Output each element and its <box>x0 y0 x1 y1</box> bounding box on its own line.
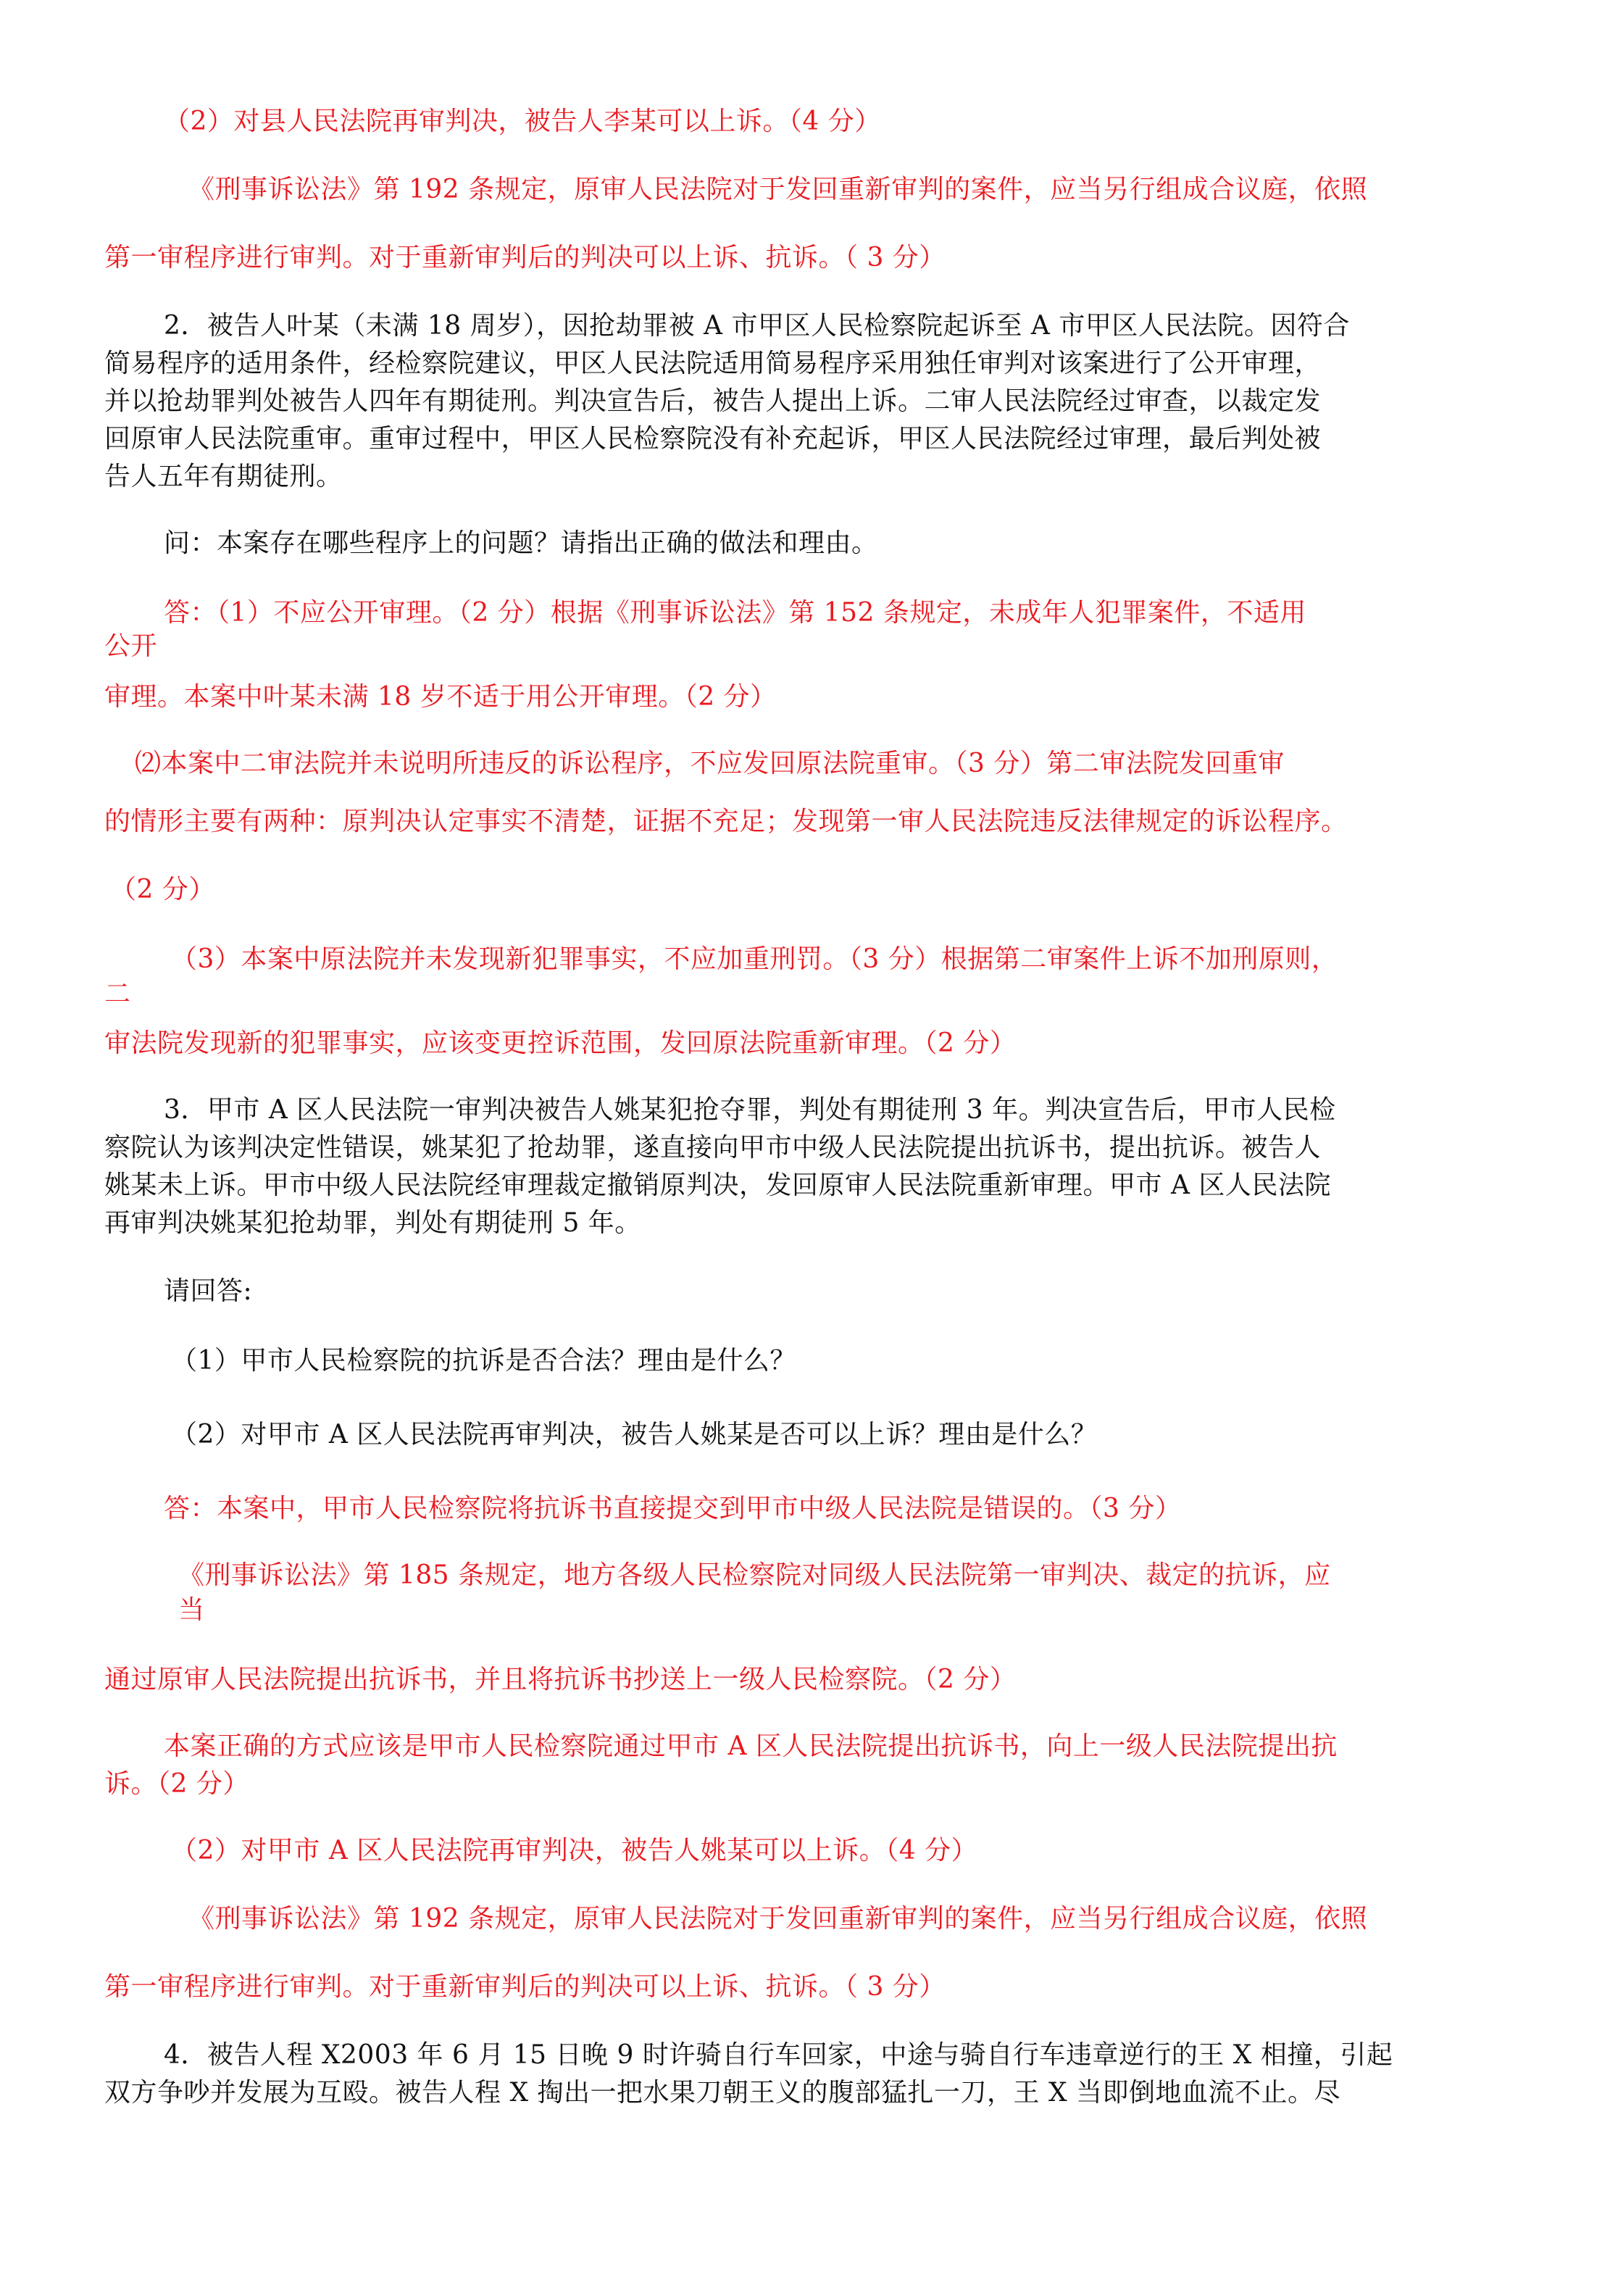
question-line: 再审判决姚某犯抢劫罪，判处有期徒刑 5 年。 <box>104 1208 641 1238</box>
answer-line: 审理。本案中叶某未满 18 岁不适于用公开审理。（2 分） <box>104 682 777 712</box>
answer-line: （2）对县人民法院再审判决，被告人李某可以上诉。（4 分） <box>164 107 881 136</box>
answer-line: （2 分） <box>110 875 215 904</box>
question-line: 双方争吵并发展为互殴。被告人程 X 掏出一把水果刀朝王义的腹部猛扎一刀，王 X 当即倒地血流不止。尽 <box>104 2078 1341 2108</box>
answer-line: 审法院发现新的犯罪事实，应该变更控诉范围，发回原法院重新审理。（2 分） <box>104 1028 1017 1058</box>
question-line: （2）对甲市 A 区人民法院再审判决，被告人姚某是否可以上诉？理由是什么？ <box>171 1420 1098 1449</box>
question-line: 并以抢劫罪判处被告人四年有期徒刑。判决宣告后，被告人提出上诉。二审人民法院经过审查，以裁定发 <box>104 386 1322 416</box>
answer-line: 二 <box>104 979 131 1009</box>
answer-line: 第一审程序进行审判。对于重新审判后的判决可以上诉、抗诉。（ 3 分） <box>104 243 946 273</box>
question-line: 请回答: <box>164 1276 253 1306</box>
answer-line: 本案正确的方式应该是甲市人民检察院通过甲市 A 区人民法院提出抗诉书，向上一级人民法院提出抗 <box>164 1731 1338 1761</box>
answer-line: 《刑事诉讼法》第 192 条规定，原审人民法院对于发回重新审判的案件，应当另行组成合议庭，依照 <box>188 1904 1368 1934</box>
question-line: （1）甲市人民检察院的抗诉是否合法？理由是什么？ <box>171 1346 796 1376</box>
answer-line: 诉。（2 分） <box>104 1769 249 1799</box>
answer-line: （3）本案中原法院并未发现新犯罪事实，不应加重刑罚。（3 分）根据第二审案件上诉不加刑原则， <box>171 944 1338 974</box>
question-line: 2．被告人叶某（未满 18 周岁），因抢劫罪被 A 市甲区人民检察院起诉至 A 市甲区人民法院。因符合 <box>164 311 1350 341</box>
answer-line: 答：（1）不应公开审理。（2 分）根据《刑事诉讼法》第 152 条规定，未成年人犯罪案件，不适用 <box>164 598 1306 628</box>
answer-line: 《刑事诉讼法》第 185 条规定，地方各级人民检察院对同级人民法院第一审判决、裁定的抗诉，应 <box>178 1560 1331 1590</box>
answer-line: ⑵本案中二审法院并未说明所违反的诉讼程序，不应发回原法院重审。（3 分）第二审法院发回重审 <box>135 749 1285 778</box>
question-line: 回原审人民法院重审。重审过程中，甲区人民检察院没有补充起诉，甲区人民法院经过审理，最后判处被 <box>104 424 1322 454</box>
answer-line: 《刑事诉讼法》第 192 条规定，原审人民法院对于发回重新审判的案件，应当另行组成合议庭，依照 <box>188 175 1368 204</box>
answer-line: 当 <box>178 1595 205 1625</box>
answer-line: 答：本案中，甲市人民检察院将抗诉书直接提交到甲市中级人民法院是错误的。（3 分） <box>164 1494 1182 1523</box>
question-line: 察院认为该判决定性错误，姚某犯了抢劫罪，遂直接向甲市中级人民法院提出抗诉书，提出抗诉。被告人 <box>104 1133 1322 1162</box>
question-line: 3．甲市 A 区人民法院一审判决被告人姚某犯抢夺罪，判处有期徒刑 3 年。判决宣告后，甲市人民检 <box>164 1095 1336 1125</box>
answer-line: 通过原审人民法院提出抗诉书，并且将抗诉书抄送上一级人民检察院。（2 分） <box>104 1665 1017 1694</box>
question-line: 问：本案存在哪些程序上的问题？请指出正确的做法和理由。 <box>164 528 878 558</box>
question-line: 4．被告人程 X2003 年 6 月 15 日晚 9 时许骑自行车回家，中途与骑自行车违章逆行的王 X 相撞，引起 <box>164 2040 1393 2070</box>
answer-line: 的情形主要有两种：原判决认定事实不清楚，证据不充足；发现第一审人民法院违反法律规定的诉讼程序。 <box>104 807 1348 836</box>
answer-line: 公开 <box>104 631 158 661</box>
answer-line: （2）对甲市 A 区人民法院再审判决，被告人姚某可以上诉。（4 分） <box>171 1836 978 1865</box>
question-line: 告人五年有期徒刑。 <box>104 462 343 491</box>
question-line: 简易程序的适用条件，经检察院建议，甲区人民法院适用简易程序采用独任审判对该案进行了公开审理， <box>104 349 1322 378</box>
question-line: 姚某未上诉。甲市中级人民法院经审理裁定撤销原判决，发回原审人民法院重新审理。甲市 A 区人民法院 <box>104 1170 1331 1200</box>
answer-line: 第一审程序进行审判。对于重新审判后的判决可以上诉、抗诉。（ 3 分） <box>104 1972 946 2002</box>
